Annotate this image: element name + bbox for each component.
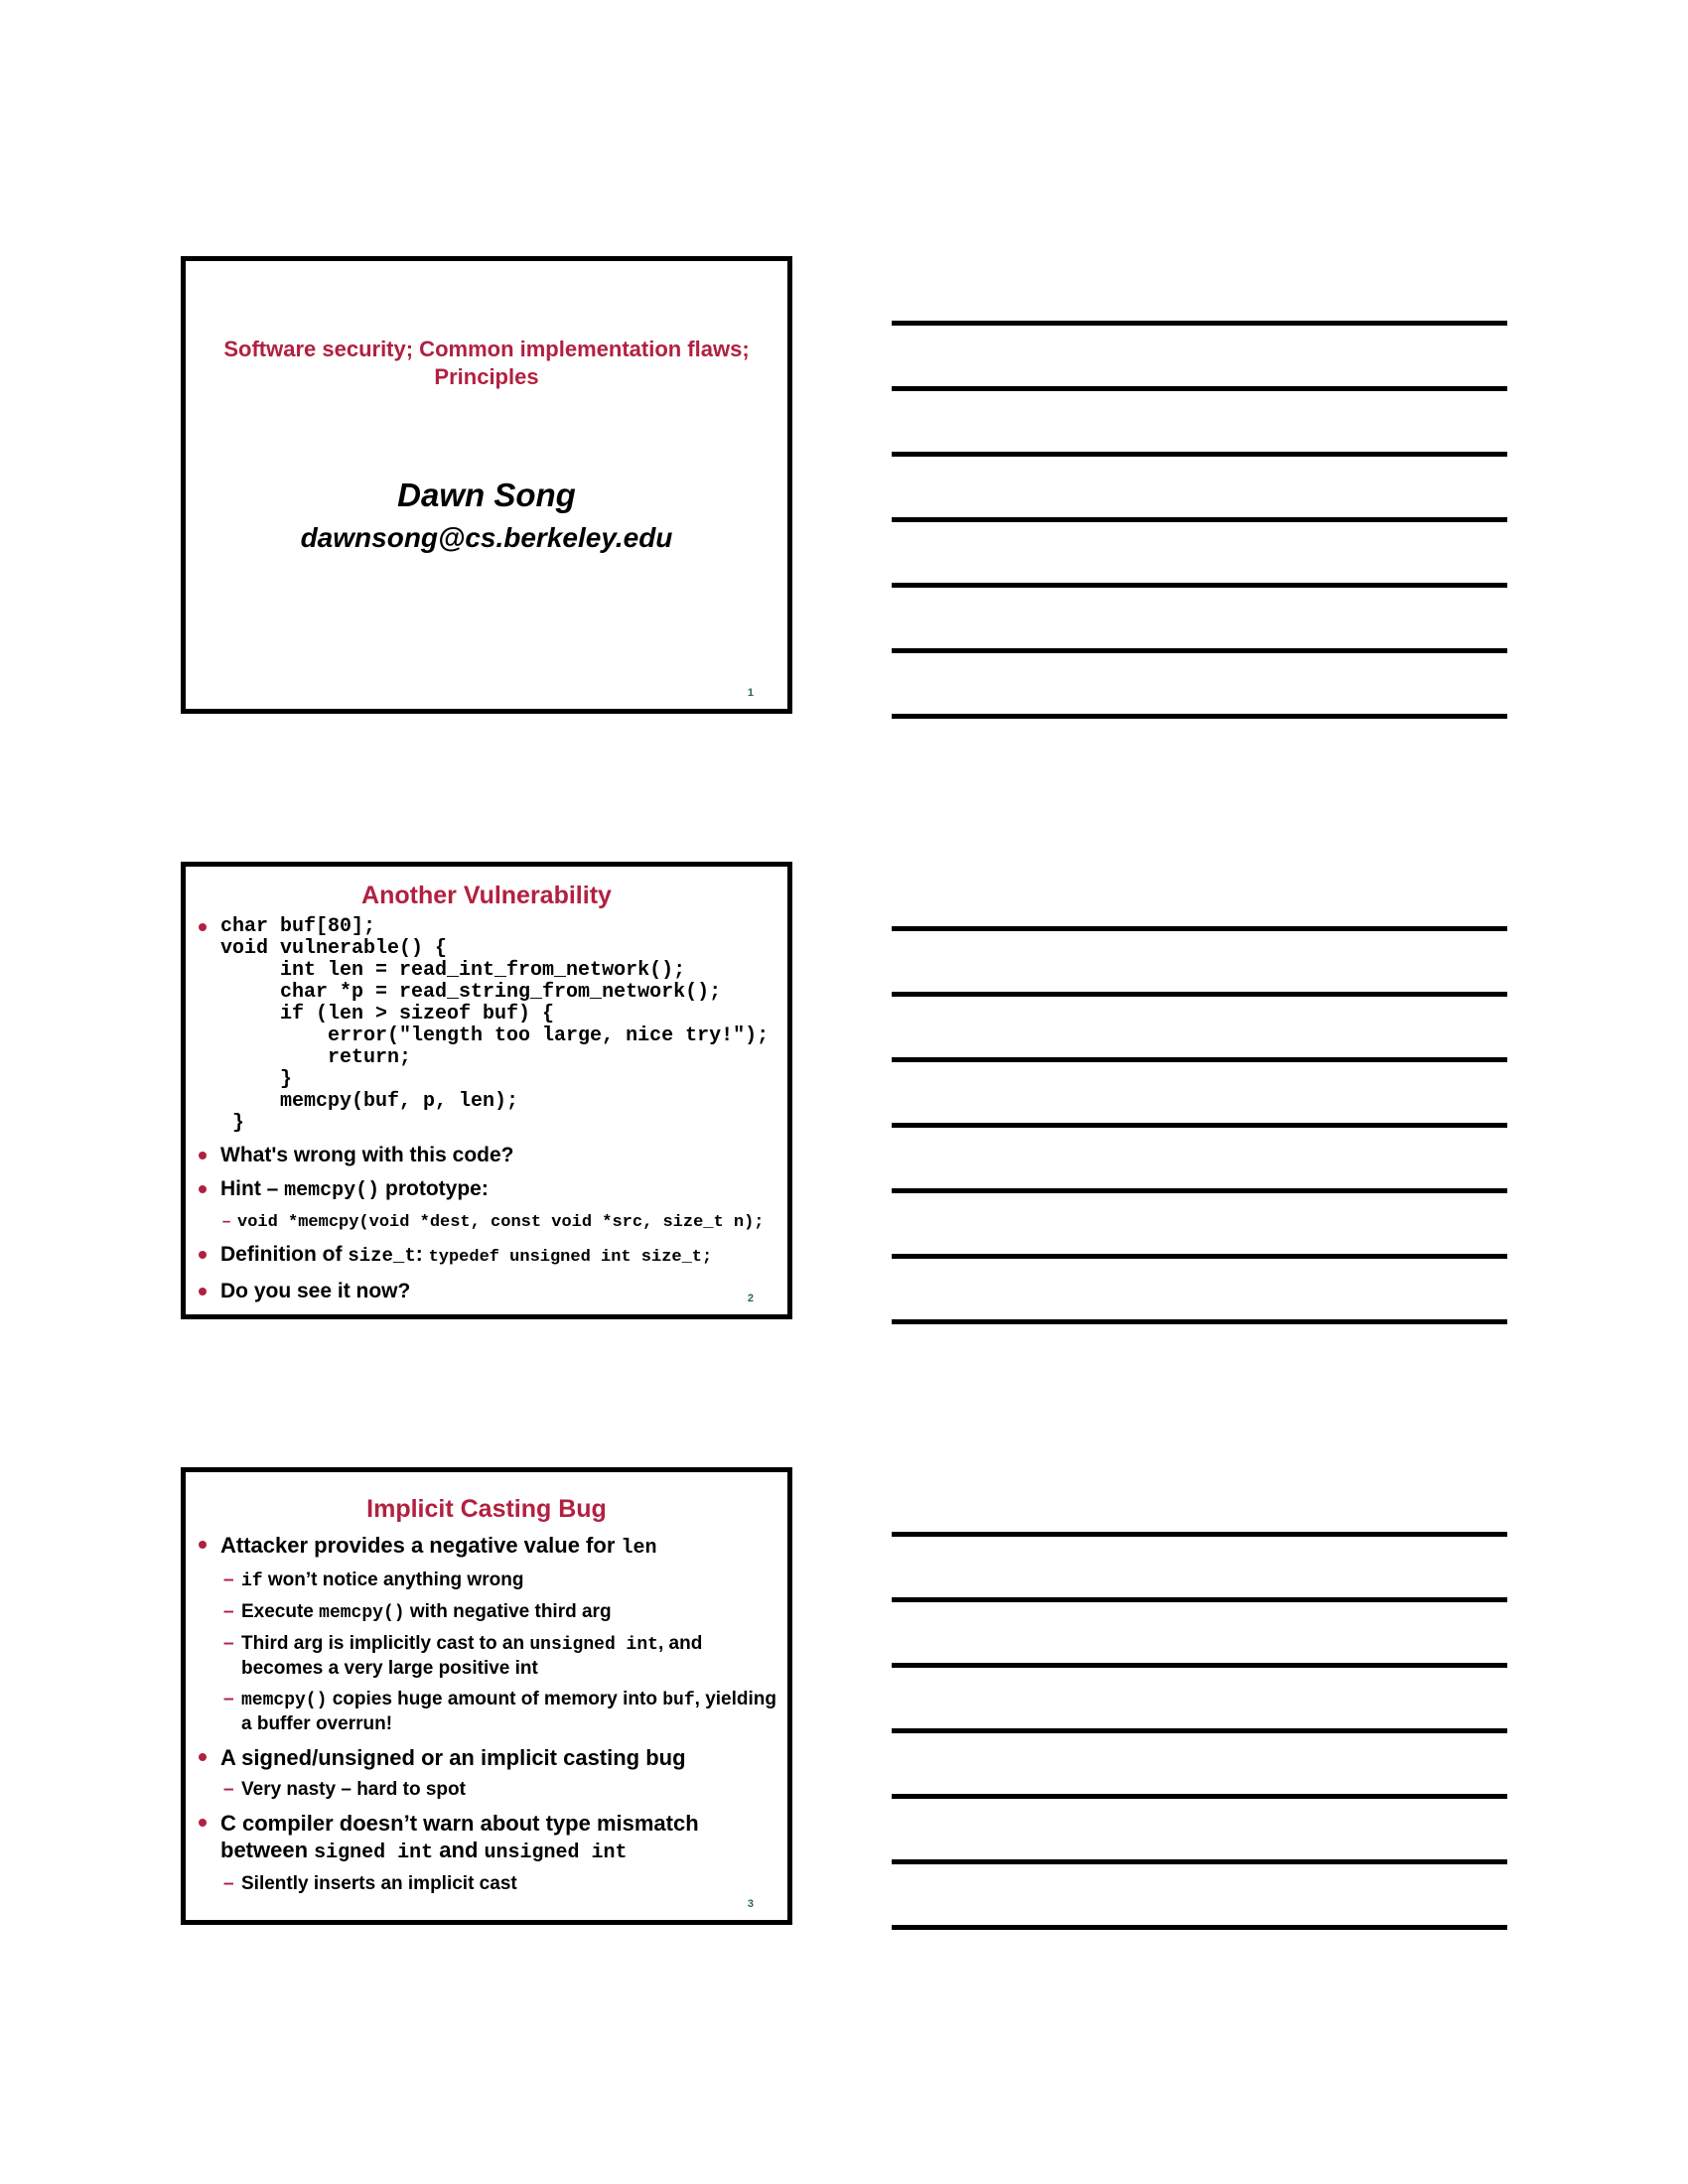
sub-bullet-item: [223, 1569, 783, 1593]
bullet-text: A signed/unsigned or an implicit casting bug: [220, 1745, 686, 1770]
code-block: [220, 916, 787, 1135]
sub-bullet-text: , yielding a buffer overrun!: [241, 1689, 776, 1734]
dash-icon: –: [223, 1601, 234, 1622]
dash-icon: –: [223, 1689, 234, 1709]
author-email: dawnsong@cs.berkeley.edu: [300, 522, 673, 553]
bullet-item: [220, 1810, 781, 1866]
dash-icon: –: [223, 1779, 234, 1800]
sub-bullet-text: , and becomes a very large positive int: [241, 1633, 703, 1679]
code-line: return;: [220, 1046, 412, 1069]
note-line: [892, 648, 1507, 653]
sub-bullet-item: [221, 1212, 785, 1234]
inline-code: typedef unsigned int size_t;: [428, 1248, 713, 1267]
slide-2-title: Another Vulnerability: [361, 882, 612, 909]
sub-bullet-item: [223, 1688, 783, 1736]
bullet-text: Attacker provides a negative value for: [220, 1533, 622, 1558]
bullet-item: [220, 1242, 781, 1271]
bullet-text: :: [415, 1243, 429, 1266]
bullet-item: [220, 1279, 781, 1304]
sub-bullet-text: Third arg is implicitly cast to an: [241, 1633, 530, 1654]
note-line: [892, 386, 1507, 391]
note-line: [892, 1254, 1507, 1259]
inline-code: size_t: [348, 1245, 416, 1267]
bullet-icon: [199, 1185, 207, 1193]
slide-page-number: 3: [747, 1898, 754, 1910]
dash-icon: –: [223, 1633, 234, 1654]
slide-1-title-line-2: Principles: [434, 364, 539, 389]
note-line: [892, 1663, 1507, 1668]
sub-bullet-item: [223, 1778, 783, 1802]
slide-1-title: [186, 261, 787, 391]
inline-code: len: [621, 1537, 657, 1560]
inline-code: buf: [662, 1691, 695, 1710]
bullet-item: [220, 1176, 781, 1204]
note-line: [892, 1728, 1507, 1733]
note-line: [892, 321, 1507, 326]
bullet-icon: [199, 1541, 207, 1549]
bullet-item: [220, 1532, 781, 1562]
code-line: char buf[80];: [220, 915, 376, 938]
code-line: error("length too large, nice try!");: [220, 1024, 770, 1047]
bullet-icon: [199, 1288, 207, 1296]
dash-icon: –: [223, 1570, 234, 1590]
slide-1: [181, 256, 792, 714]
note-line: [892, 926, 1507, 931]
inline-code: memcpy(): [284, 1179, 380, 1202]
code-line: }: [220, 1068, 293, 1091]
inline-code: unsigned int: [484, 1842, 628, 1864]
slide-3-title: Implicit Casting Bug: [366, 1495, 607, 1523]
sub-bullet-text: won’t notice anything wrong: [262, 1570, 524, 1590]
code-line: }: [220, 1112, 245, 1135]
note-line: [892, 1188, 1507, 1193]
code-line: memcpy(buf, p, len);: [220, 1090, 519, 1113]
note-line: [892, 1319, 1507, 1324]
dash-icon: –: [223, 1873, 234, 1894]
bullet-icon: [199, 1251, 207, 1259]
inline-code: memcpy(): [319, 1603, 405, 1623]
slide-3: [181, 1467, 792, 1925]
code-line: char *p = read_string_from_network();: [220, 981, 722, 1004]
code-line: int len = read_int_from_network();: [220, 959, 686, 982]
sub-bullet-text: void *memcpy(void *dest, const void *src, size_t n);: [237, 1213, 765, 1232]
dash-icon: –: [221, 1213, 232, 1232]
sub-bullet-text: Silently inserts an implicit cast: [241, 1873, 517, 1894]
bullet-text: C compiler doesn’t warn about type mismatch between: [220, 1811, 699, 1862]
note-line: [892, 1925, 1507, 1930]
inline-code: signed int: [314, 1842, 434, 1864]
sub-bullet-item: [223, 1600, 783, 1625]
note-line: [892, 714, 1507, 719]
code-line: if (len > sizeof buf) {: [220, 1003, 555, 1025]
note-line: [892, 583, 1507, 588]
note-line: [892, 1123, 1507, 1128]
sub-bullet-text: Execute: [241, 1601, 320, 1622]
slide-page-number: 2: [747, 1293, 754, 1304]
bullet-text: prototype:: [379, 1177, 489, 1200]
note-line: [892, 1794, 1507, 1799]
bullet-text: and: [433, 1838, 485, 1862]
sub-bullet-item: [223, 1632, 783, 1681]
author-name: Dawn Song: [397, 477, 576, 513]
bullet-icon: [199, 923, 207, 931]
inline-code: if: [241, 1571, 263, 1591]
note-line: [892, 517, 1507, 522]
note-line: [892, 1597, 1507, 1602]
bullet-icon: [199, 1152, 207, 1160]
bullet-text: Definition of: [220, 1243, 349, 1266]
sub-bullet-text: Very nasty – hard to spot: [241, 1779, 466, 1800]
bullet-item: [220, 1744, 781, 1771]
slide-1-title-line-1: Software security; Common implementation flaws;: [223, 337, 750, 361]
note-line: [892, 1859, 1507, 1864]
note-line: [892, 1057, 1507, 1062]
sub-bullet-text: with negative third arg: [404, 1601, 612, 1622]
note-line: [892, 1532, 1507, 1537]
code-line: void vulnerable() {: [220, 937, 448, 960]
bullet-icon: [199, 1753, 207, 1761]
note-line: [892, 452, 1507, 457]
sub-bullet-item: [223, 1872, 783, 1896]
sub-bullet-text: copies huge amount of memory into: [327, 1689, 663, 1709]
bullet-text: What's wrong with this code?: [220, 1144, 514, 1166]
slide-page-number: 1: [747, 687, 754, 699]
inline-code: unsigned int: [529, 1635, 658, 1655]
note-line: [892, 992, 1507, 997]
bullet-text: Hint –: [220, 1177, 285, 1200]
bullet-icon: [199, 1819, 207, 1827]
bullet-item: [220, 1143, 781, 1168]
slide-2: [181, 862, 792, 1319]
inline-code: memcpy(): [241, 1691, 328, 1710]
bullet-text: Do you see it now?: [220, 1280, 411, 1302]
